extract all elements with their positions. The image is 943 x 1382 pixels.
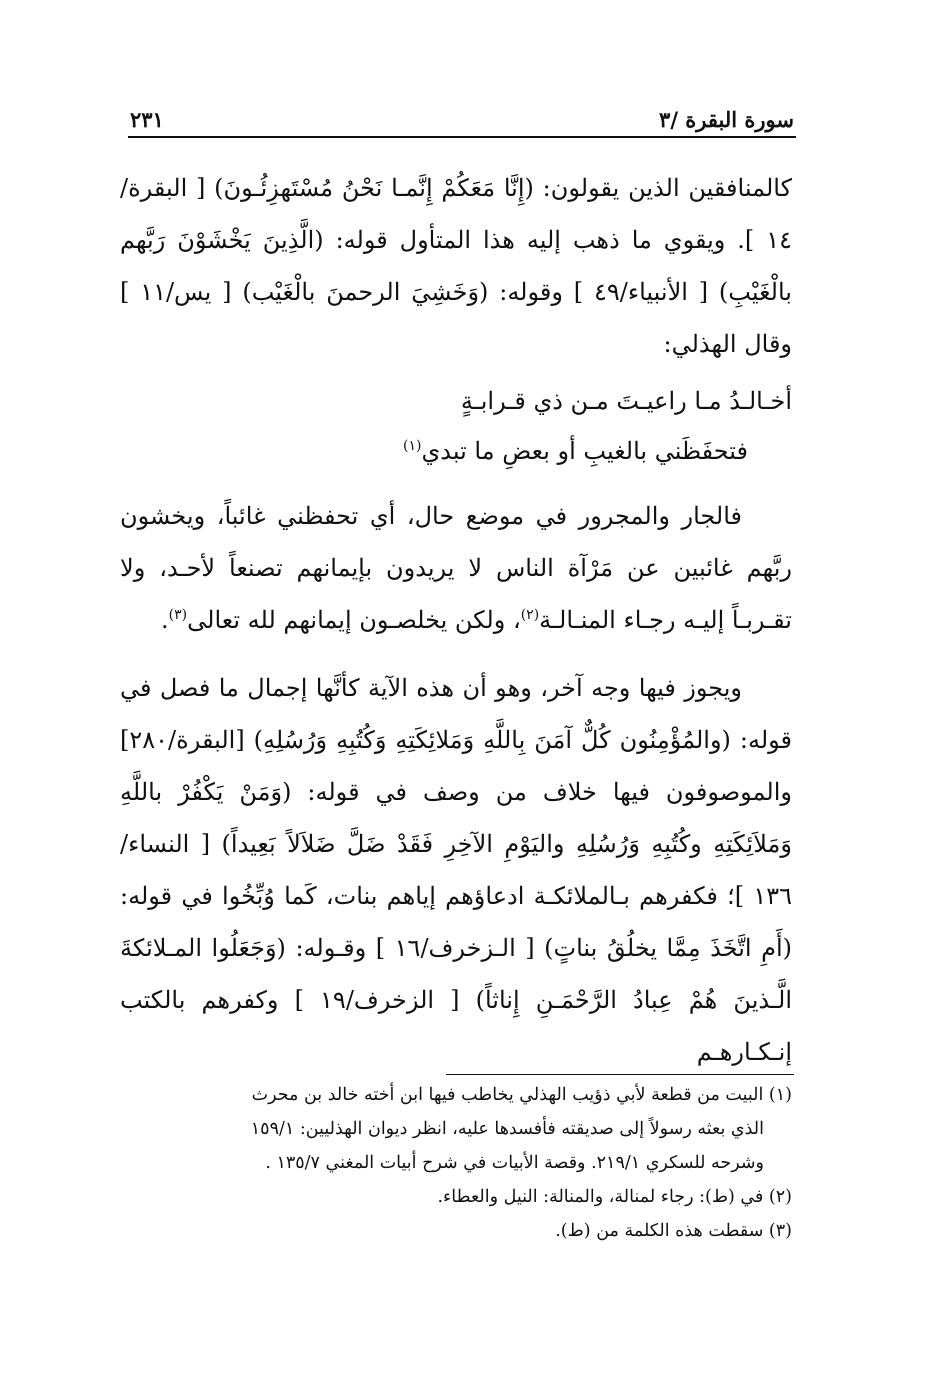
footnote-divider: [446, 1074, 794, 1075]
footnote-1-line-3: وشرحه للسكري ٢١٩/١. وقصة الأبيات في شرح أبيات المغني ١٣٥/٧ .: [265, 1153, 764, 1173]
footnote-2: (٢) في (ط): رجاء لمنالة، والمنالة: النيل والعطاء.: [437, 1187, 792, 1207]
footnotes: [120, 1078, 792, 1248]
verse-line-2-text: فتحفَظَني بالغيبِ أو بعضِ ما تبدي: [421, 437, 748, 465]
poetry-verse: [120, 376, 792, 476]
footnote-1-line-2: الذي بعثه رسولاً إلى صديقته فأفسدها عليه، انظر ديوان الهذليين: ١٥٩/١: [250, 1119, 764, 1139]
main-text: [120, 162, 792, 1078]
paragraph-2-part-b: ، ولكن يخلصـون إيمانهم لله تعالى: [187, 606, 521, 634]
header-divider: [128, 136, 796, 138]
footnote-1-line-1: (١) البيت من قطعة لأبي ذؤيب الهذلي يخاطب فيها ابن أخته خالد بن محرث: [251, 1085, 792, 1105]
footnote-3: (٣) سقطت هذه الكلمة من (ط).: [555, 1221, 792, 1241]
footnote-ref-2: (٢): [520, 607, 540, 623]
page-number: ٢٣١: [130, 107, 164, 132]
verse-line-1: أخـالـدُ مـا راعيـتَ مـن ذي قـرابـةٍ: [460, 387, 792, 415]
footnote-ref-1: (١): [403, 438, 422, 454]
verse-line-2: [120, 426, 792, 476]
surah-label: سورة البقرة /٣: [659, 107, 794, 132]
paragraph-2-part-a: فالجار والمجرور في موضع حال، أي تحفظني غائباً، ويخشون ربَّهم غائبين عن مَرْآة الناس لا يريدون بإيمانهم تصنعاً لأحـد، ولا تقـربـاً إليـه رجـاء المنـالـة: [120, 502, 792, 634]
page-header: [130, 96, 794, 132]
paragraph-3: ويجوز فيها وجه آخر، وهو أن هذه الآية كأنَّها إجمال ما فصل في قوله: (والمُؤْمِنُون كُلٌّ آمَنَ بِاللَّهِ وَمَلائِكَتِهِ وَكُتُبِهِ وَرُسُلِهِ) [البقرة/٢٨٠] والموصوفون فيها خلاف من وصف في قوله: (وَمَنْ يَكْفُرْ باللَّهِ وَمَلاَئِكَتِهِ وكُتُبِهِ وَرُسُلِهِ واليَوْمِ الآخِرِ فَقَدْ ضَلَّ ضَلاَلاً بَعِيداً) [ النساء/١٣٦ ]؛ فكفرهم بـالملائكـة ادعاؤهم إياهم بنات، كَما وُبِّخُوا في قوله: (أَمِ اتَّخَذَ مِمَّا يخلُقُ بناتٍ) [ الـزخرف/١٦ ] وقـوله: (وَجَعَلُوا المـلائكةَ الَّـذينَ هُمْ عِبادُ الرَّحْمَـنِ إِناثاً) [ الزخرف/١٩ ] وكفرهم بالكتب إنـكـارهـم: [120, 674, 792, 1066]
footnote-ref-3: (٣): [168, 607, 188, 623]
paragraph-2: [120, 490, 792, 646]
paragraph-1: كالمنافقين الذين يقولون: (إِنَّا مَعَكُمْ إِنَّمـا نَحْنُ مُسْتَهزِئُـونَ) [ البقرة/١٤ ]. ويقوي ما ذهب إليه هذا المتأول قوله: (الَّذِينَ يَخْشَوْنَ رَبَّهم بالْغَيْبِ) [ الأنبياء/٤٩ ] وقوله: (وَخَشِيَ الرحمنَ بالْغَيْب) [ يس/١١ ] وقال الهذلي:: [120, 174, 792, 358]
paragraph-2-part-c: .: [161, 606, 169, 634]
